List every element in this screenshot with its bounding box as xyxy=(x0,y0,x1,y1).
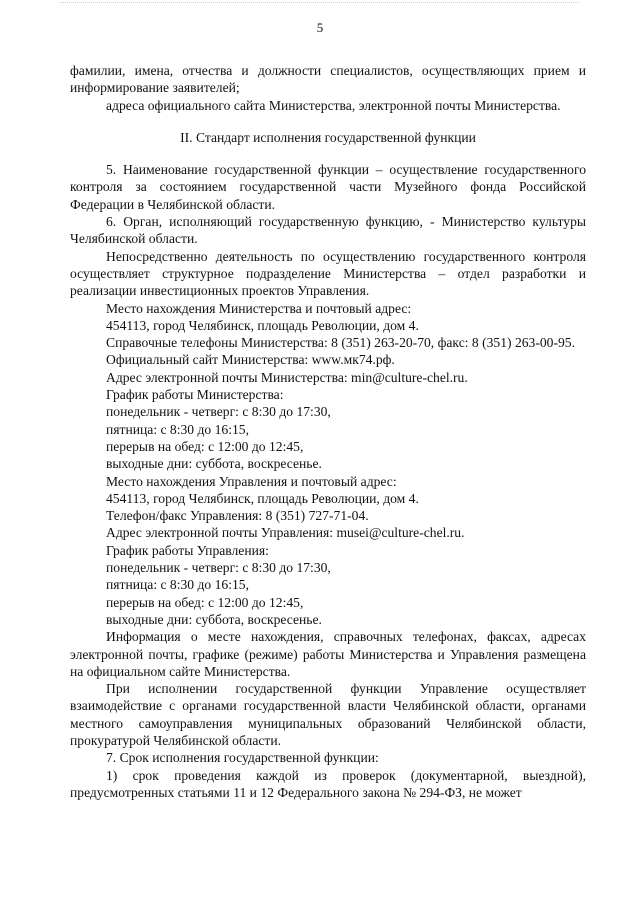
paragraph: фамилии, имена, отчества и должности специалистов, осуществляющих прием и информирование заявителей; xyxy=(70,63,586,96)
paragraph: адреса официального сайта Министерства, электронной почты Министерства. xyxy=(106,97,561,113)
text-line: понедельник - четверг: с 8:30 до 17:30, xyxy=(106,404,331,420)
page-number: 5 xyxy=(316,20,324,35)
text-line: перерыв на обед: с 12:00 до 12:45, xyxy=(106,594,304,610)
text-line: выходные дни: суббота, воскресенье. xyxy=(106,456,322,472)
text-line: выходные дни: суббота, воскресенье. xyxy=(106,611,322,627)
text-line: 7. Срок исполнения государственной функции: xyxy=(106,750,379,766)
text-line: Адрес электронной почты Управления: musei@culture-chel.ru. xyxy=(106,525,465,541)
text-line: Адрес электронной почты Министерства: min@culture-chel.ru. xyxy=(106,369,468,385)
text-line: График работы Управления: xyxy=(106,542,269,558)
section-heading: II. Стандарт исполнения государственной функции xyxy=(180,129,476,145)
document-body xyxy=(70,62,586,801)
text-line: Место нахождения Управления и почтовый адрес: xyxy=(106,473,397,489)
text-line: перерыв на обед: с 12:00 до 12:45, xyxy=(106,438,304,454)
text-line: Место нахождения Министерства и почтовый адрес: xyxy=(106,300,412,316)
paragraph: Непосредственно деятельность по осуществлению государственного контроля осуществляет структурное подразделение Министерства – отдел разработки и реализации инвестиционных проектов Управления. xyxy=(70,248,586,299)
paragraph: Справочные телефоны Министерства: 8 (351) 263-20-70, факс: 8 (351) 263-00-95. xyxy=(106,335,575,351)
text-line: пятница: с 8:30 до 16:15, xyxy=(106,577,249,593)
text-line: 454113, город Челябинск, площадь Революции, дом 4. xyxy=(106,490,419,506)
paragraph: 6. Орган, исполняющий государственную функцию, - Министерство культуры Челябинской области. xyxy=(70,214,586,247)
text-line: Официальный сайт Министерства: www.мк74.рф. xyxy=(106,352,395,368)
text-line: Телефон/факс Управления: 8 (351) 727-71-04. xyxy=(106,508,369,524)
text-line: пятница: с 8:30 до 16:15, xyxy=(106,421,249,437)
text-line: 454113, город Челябинск, площадь Революции, дом 4. xyxy=(106,317,419,333)
paragraph: Информация о месте нахождения, справочных телефонах, факсах, адресах электронной почты, графике (режиме) работы Министерства и Управления размещена на официальном сайте Министерства. xyxy=(70,629,586,679)
text-line: График работы Министерства: xyxy=(106,387,284,403)
paragraph: 5. Наименование государственной функции – осуществление государственного контроля за состоянием государственной части Музейного фонда Российской Федерации в Челябинской области. xyxy=(70,162,586,212)
paragraph: 1) срок проведения каждой из проверок (документарной, выездной), предусмотренных статьями 11 и 12 Федерального закона № 294-ФЗ, не может xyxy=(70,767,586,800)
scan-artifact xyxy=(60,2,580,9)
text-line: понедельник - четверг: с 8:30 до 17:30, xyxy=(106,560,331,576)
paragraph: При исполнении государственной функции Управление осуществляет взаимодействие с органами государственной власти Челябинской области, органами местного самоуправления муниципальных образований Челябинской области, прокуратурой Челябинской области. xyxy=(70,681,586,748)
